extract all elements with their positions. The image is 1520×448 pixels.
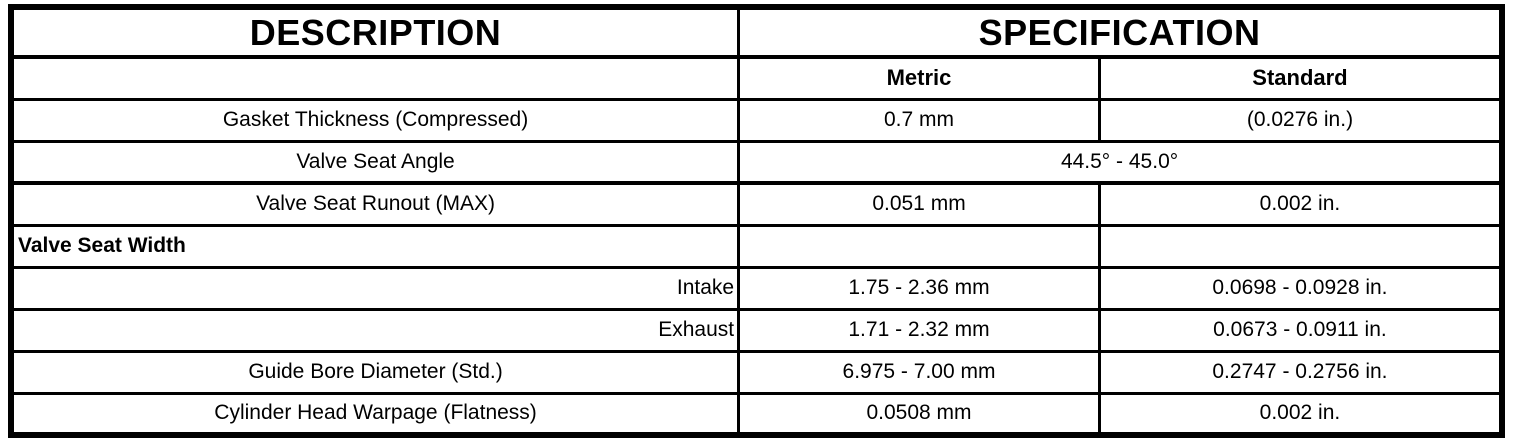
table-header-row xyxy=(11,7,1502,57)
description-cell: Gasket Thickness (Compressed) xyxy=(11,99,739,141)
description-cell: Valve Seat Runout (MAX) xyxy=(11,183,739,225)
standard-column-header: Standard xyxy=(1099,57,1502,99)
standard-value-cell: 0.0673 - 0.0911 in. xyxy=(1099,309,1502,351)
row-valve-seat-angle xyxy=(11,141,1502,183)
description-cell: Guide Bore Diameter (Std.) xyxy=(11,351,739,393)
specification-column-header: SPECIFICATION xyxy=(739,7,1502,57)
standard-value-cell: 0.2747 - 0.2756 in. xyxy=(1099,351,1502,393)
standard-value-cell: 0.0698 - 0.0928 in. xyxy=(1099,267,1502,309)
standard-value-cell-empty xyxy=(1099,225,1502,267)
row-gasket-thickness xyxy=(11,99,1502,141)
metric-value-cell: 6.975 - 7.00 mm xyxy=(739,351,1100,393)
row-valve-seat-width-group xyxy=(11,225,1502,267)
merged-value-cell: 44.5° - 45.0° xyxy=(739,141,1502,183)
row-valve-seat-runout xyxy=(11,183,1502,225)
table-subheader-row xyxy=(11,57,1502,99)
description-cell: Valve Seat Angle xyxy=(11,141,739,183)
metric-value-cell-empty xyxy=(739,225,1100,267)
specification-table xyxy=(8,4,1505,438)
subheader-empty-cell xyxy=(11,57,739,99)
row-guide-bore-diameter xyxy=(11,351,1502,393)
standard-value-cell: (0.0276 in.) xyxy=(1099,99,1502,141)
description-cell: Cylinder Head Warpage (Flatness) xyxy=(11,393,739,435)
group-header-cell: Valve Seat Width xyxy=(11,225,739,267)
row-cylinder-head-warpage xyxy=(11,393,1502,435)
metric-column-header: Metric xyxy=(739,57,1100,99)
metric-value-cell: 0.7 mm xyxy=(739,99,1100,141)
description-cell: Intake xyxy=(11,267,739,309)
description-cell: Exhaust xyxy=(11,309,739,351)
row-intake xyxy=(11,267,1502,309)
row-exhaust xyxy=(11,309,1502,351)
metric-value-cell: 0.051 mm xyxy=(739,183,1100,225)
metric-value-cell: 1.71 - 2.32 mm xyxy=(739,309,1100,351)
metric-value-cell: 1.75 - 2.36 mm xyxy=(739,267,1100,309)
standard-value-cell: 0.002 in. xyxy=(1099,393,1502,435)
description-column-header: DESCRIPTION xyxy=(11,7,739,57)
standard-value-cell: 0.002 in. xyxy=(1099,183,1502,225)
metric-value-cell: 0.0508 mm xyxy=(739,393,1100,435)
